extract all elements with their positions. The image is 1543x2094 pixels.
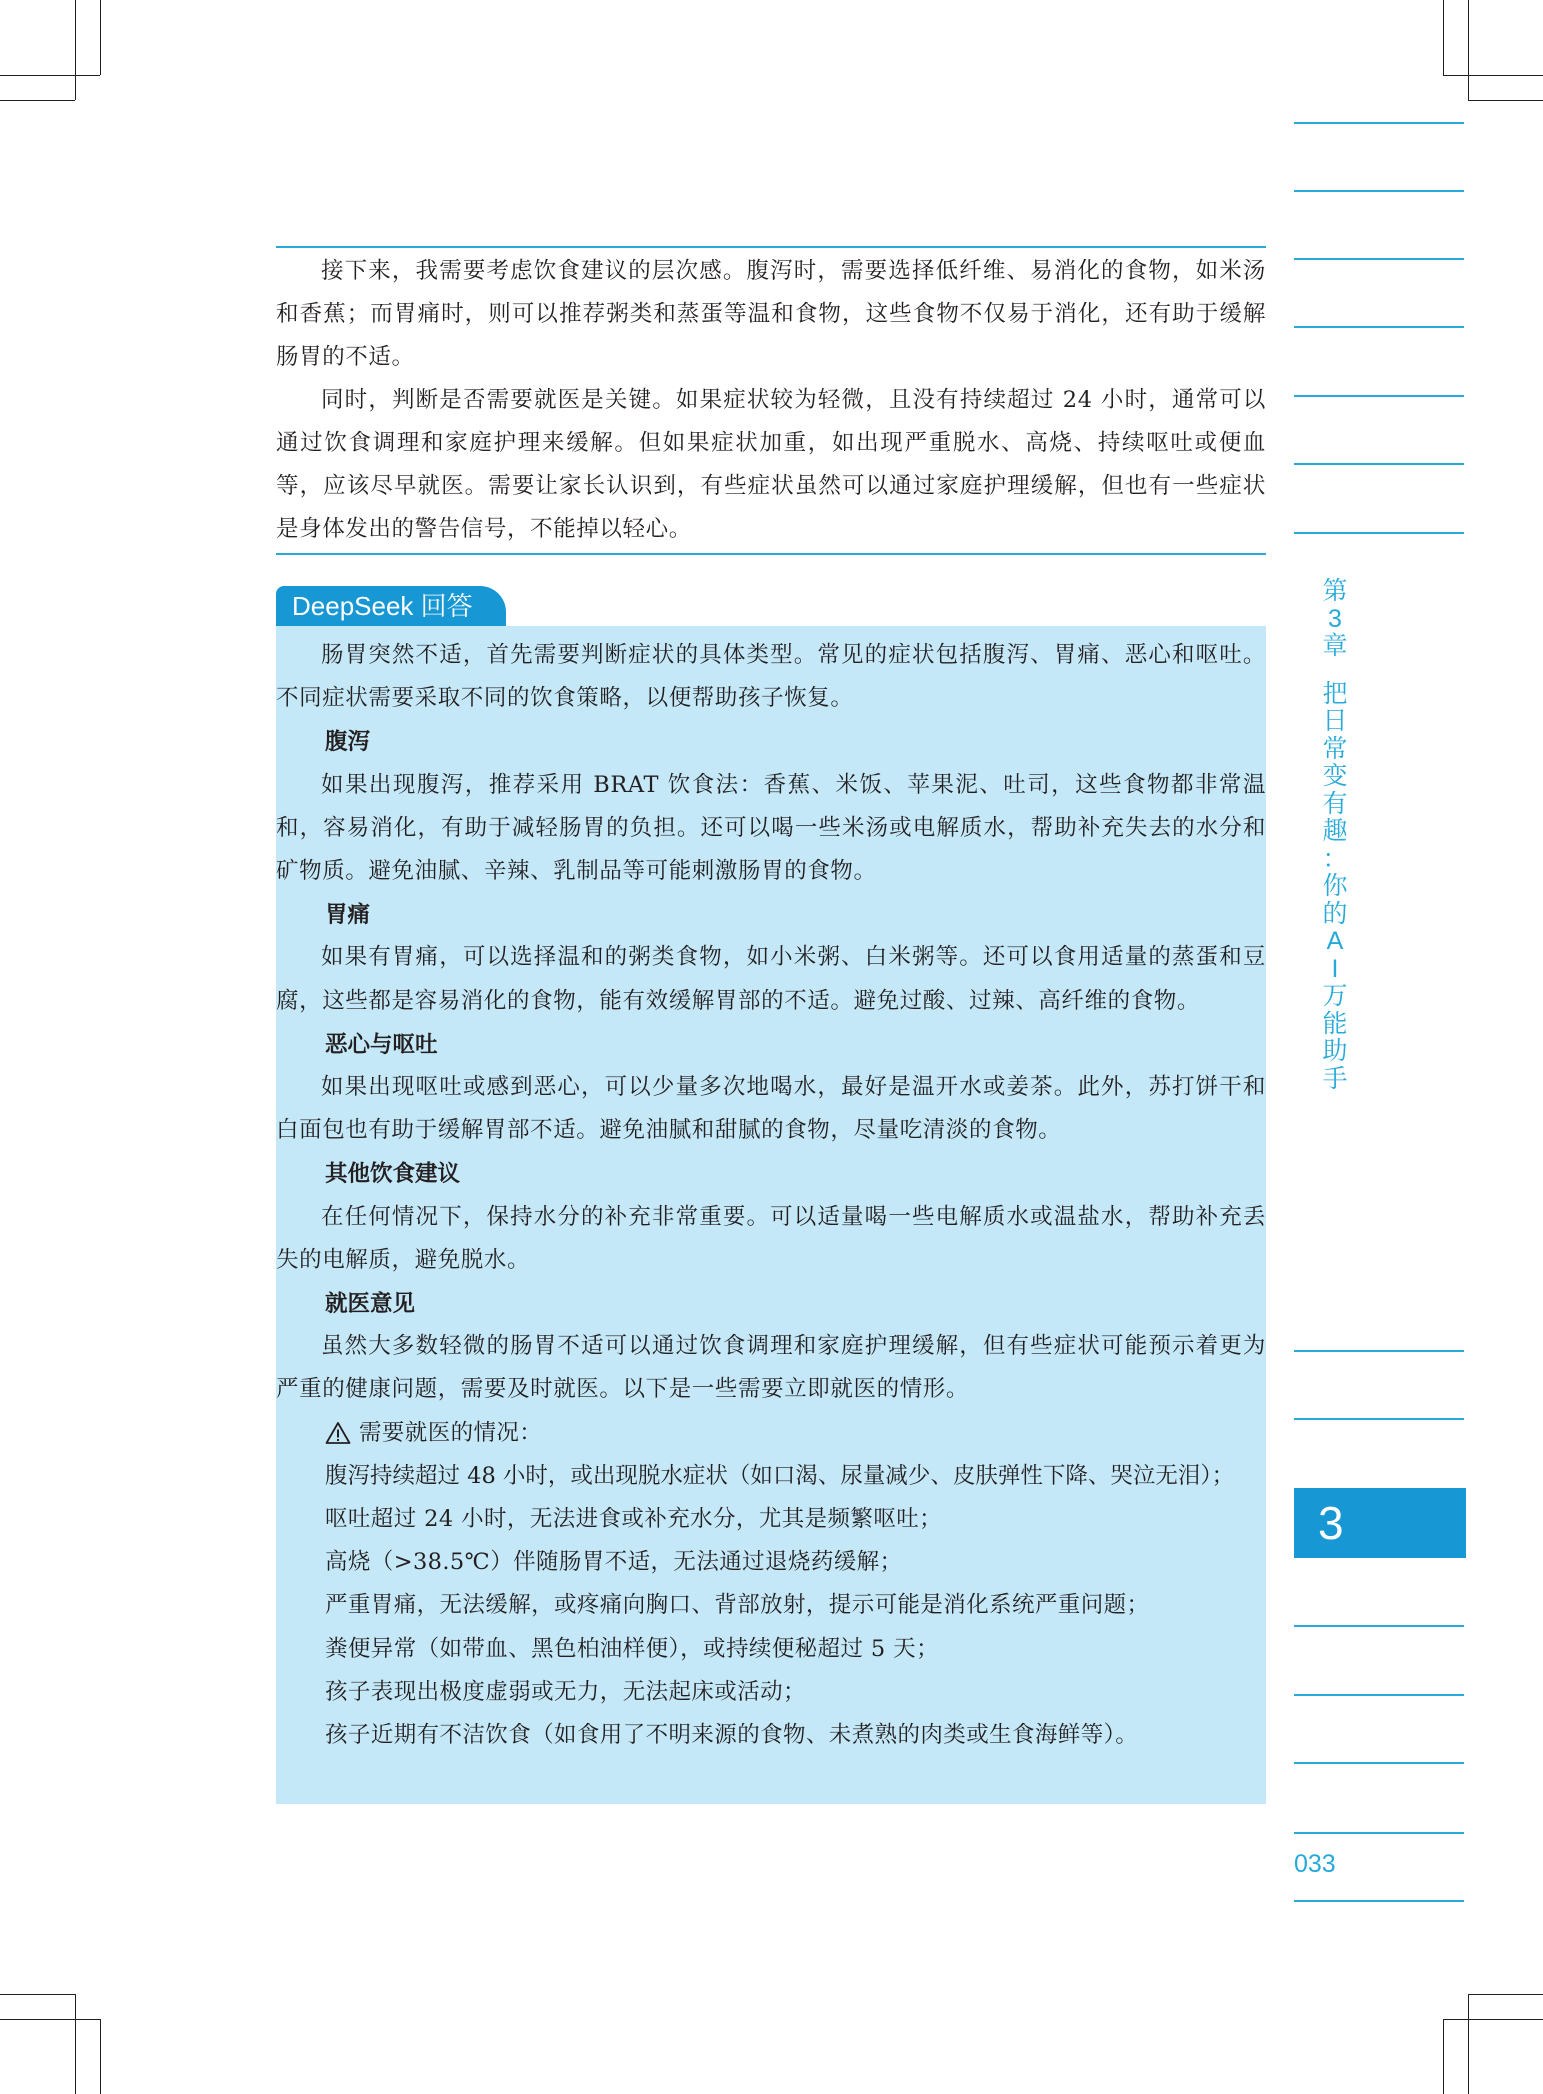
crop-mark: [1443, 2019, 1543, 2020]
section-text: 虽然大多数轻微的肠胃不适可以通过饮食调理和家庭护理缓解，但有些症状可能预示着更为严重的健康问题，需要及时就医。以下是一些需要立即就医的情形。: [276, 1333, 1266, 1403]
side-rule: [1294, 463, 1464, 465]
chapter-label-char: 趣: [1322, 817, 1348, 845]
side-rule: [1294, 1625, 1464, 1627]
chapter-label-char: 把: [1322, 679, 1348, 708]
section-heading: 其他饮食建议: [325, 1161, 461, 1187]
warning-item: 腹泻持续超过 48 小时，或出现脱水症状（如口渴、尿量减少、皮肤弹性下降、哭泣无泪）；: [325, 1462, 1235, 1489]
thinking-bottom-rule: [276, 553, 1266, 555]
section-heading: 恶心与呕吐: [325, 1031, 438, 1057]
crop-mark: [100, 0, 101, 75]
side-rule: [1294, 122, 1464, 124]
warning-item: 呕吐超过 24 小时，无法进食或补充水分，尤其是频繁呕吐；: [325, 1506, 943, 1533]
warning-title-line: [276, 1412, 1266, 1455]
chapter-label-char: 的: [1322, 899, 1348, 928]
side-rule: [1294, 1694, 1464, 1696]
section-text: 如果出现呕吐或感到恶心，可以少量多次地喝水，最好是温开水或姜茶。此外，苏打饼干和白面包也有助于缓解胃部不适。避免油腻和甜腻的食物，尽量吃清淡的食物。: [276, 1074, 1266, 1144]
chapter-label-char: 常: [1322, 734, 1348, 763]
crop-mark: [75, 1994, 76, 2094]
crop-mark: [1443, 0, 1444, 75]
chapter-label-char: 第: [1322, 577, 1348, 605]
crop-mark: [100, 2019, 101, 2094]
crop-mark: [0, 75, 100, 76]
chapter-label-char: 变: [1322, 762, 1348, 790]
warning-title: 需要就医的情况：: [359, 1419, 543, 1446]
chapter-label-char: 助: [1322, 1037, 1348, 1065]
section-text: 如果出现腹泻，推荐采用 BRAT 饮食法：香蕉、米饭、苹果泥、吐司，这些食物都非常温和，容易消化，有助于减轻肠胃的负担。还可以喝一些米汤或电解质水，帮助补充失去的水分和矿物质。避免油腻、辛辣、乳制品等可能刺激肠胃的食物。: [276, 771, 1266, 885]
answer-block: [276, 626, 1266, 1804]
crop-mark: [1468, 1994, 1469, 2094]
crop-mark: [75, 0, 76, 100]
crop-mark: [1443, 2019, 1444, 2094]
side-rule: [1294, 1762, 1464, 1764]
warning-icon: [325, 1421, 351, 1445]
chapter-label-char: 3: [1328, 604, 1342, 633]
side-rule: [1294, 1418, 1464, 1420]
section-text: 在任何情况下，保持水分的补充非常重要。可以适量喝一些电解质水或温盐水，帮助补充丢失的电解质，避免脱水。: [276, 1203, 1266, 1273]
chapter-label-char: 有: [1322, 789, 1348, 818]
chapter-label-char: 手: [1322, 1064, 1348, 1093]
side-rule: [1294, 1350, 1464, 1352]
warning-item: 粪便异常（如带血、黑色柏油样便），或持续便秘超过 5 天；: [325, 1635, 939, 1662]
thinking-block: [276, 250, 1266, 551]
side-rule: [1294, 395, 1464, 397]
crop-mark: [1443, 75, 1543, 76]
thinking-paragraph: 接下来，我需要考虑饮食建议的层次感。腹泻时，需要选择低纤维、易消化的食物，如米汤和香蕉；而胃痛时，则可以推荐粥类和蒸蛋等温和食物，这些食物不仅易于消化，还有助于缓解肠胃的不适。: [276, 258, 1266, 370]
chapter-label-char: 万: [1322, 982, 1348, 1010]
chapter-label-char: 章: [1322, 632, 1348, 660]
crop-mark: [0, 1994, 75, 1995]
side-rule: [1294, 1832, 1464, 1834]
answer-tab: DeepSeek 回答: [276, 586, 506, 626]
thinking-top-rule: [276, 246, 1266, 248]
crop-mark: [0, 100, 75, 101]
warning-item: 孩子近期有不洁饮食（如食用了不明来源的食物、未煮熟的肉类或生食海鲜等）。: [325, 1722, 1139, 1749]
side-rule: [1294, 190, 1464, 192]
side-rule: [1294, 258, 1464, 260]
thinking-paragraph: 同时，判断是否需要就医是关键。如果症状较为轻微，且没有持续超过 24 小时，通常可以通过饮食调理和家庭护理来缓解。但如果症状加重，如出现严重脱水、高烧、持续呕吐或便血等，应该尽早就医。需要让家长认识到，有些症状虽然可以通过家庭护理缓解，但也有一些症状是身体发出的警告信号，不能掉以轻心。: [276, 387, 1266, 542]
warning-item: 严重胃痛，无法缓解，或疼痛向胸口、背部放射，提示可能是消化系统严重问题；: [325, 1592, 1150, 1619]
side-rule: [1294, 1900, 1464, 1902]
warning-item: 高烧（>38.5℃）伴随肠胃不适，无法通过退烧药缓解；: [325, 1549, 903, 1576]
chapter-label-char: 日: [1322, 707, 1348, 735]
section-text: 如果有胃痛，可以选择温和的粥类食物，如小米粥、白米粥等。还可以食用适量的蒸蛋和豆腐，这些都是容易消化的食物，能有效缓解胃部的不适。避免过酸、过辣、高纤维的食物。: [276, 944, 1266, 1014]
chapter-label-char: A: [1326, 927, 1344, 955]
chapter-label-char: 你: [1322, 872, 1348, 900]
answer-intro: 肠胃突然不适，首先需要判断症状的具体类型。常见的症状包括腹泻、胃痛、恶心和呕吐。不同症状需要采取不同的饮食策略，以便帮助孩子恢复。: [276, 642, 1266, 712]
side-rule: [1294, 532, 1464, 534]
crop-mark: [1468, 100, 1543, 101]
warning-item: 孩子表现出极度虚弱或无力，无法起床或活动；: [325, 1678, 806, 1705]
section-heading: 腹泻: [325, 729, 371, 755]
side-rule: [1294, 326, 1464, 328]
crop-mark: [1468, 0, 1469, 100]
section-heading: 胃痛: [325, 902, 371, 928]
crop-mark: [1468, 1994, 1543, 1995]
chapter-label-char: I: [1331, 954, 1339, 983]
crop-mark: [0, 2019, 100, 2020]
section-heading: 就医意见: [325, 1291, 416, 1317]
chapter-number-box: 3: [1294, 1488, 1466, 1558]
chapter-label-char: ：: [1322, 844, 1348, 873]
chapter-side-label: [1318, 578, 1352, 1093]
chapter-label-char: 能: [1322, 1009, 1348, 1038]
page-number: 033: [1294, 1850, 1336, 1878]
chapter-label-char: [1318, 661, 1352, 681]
